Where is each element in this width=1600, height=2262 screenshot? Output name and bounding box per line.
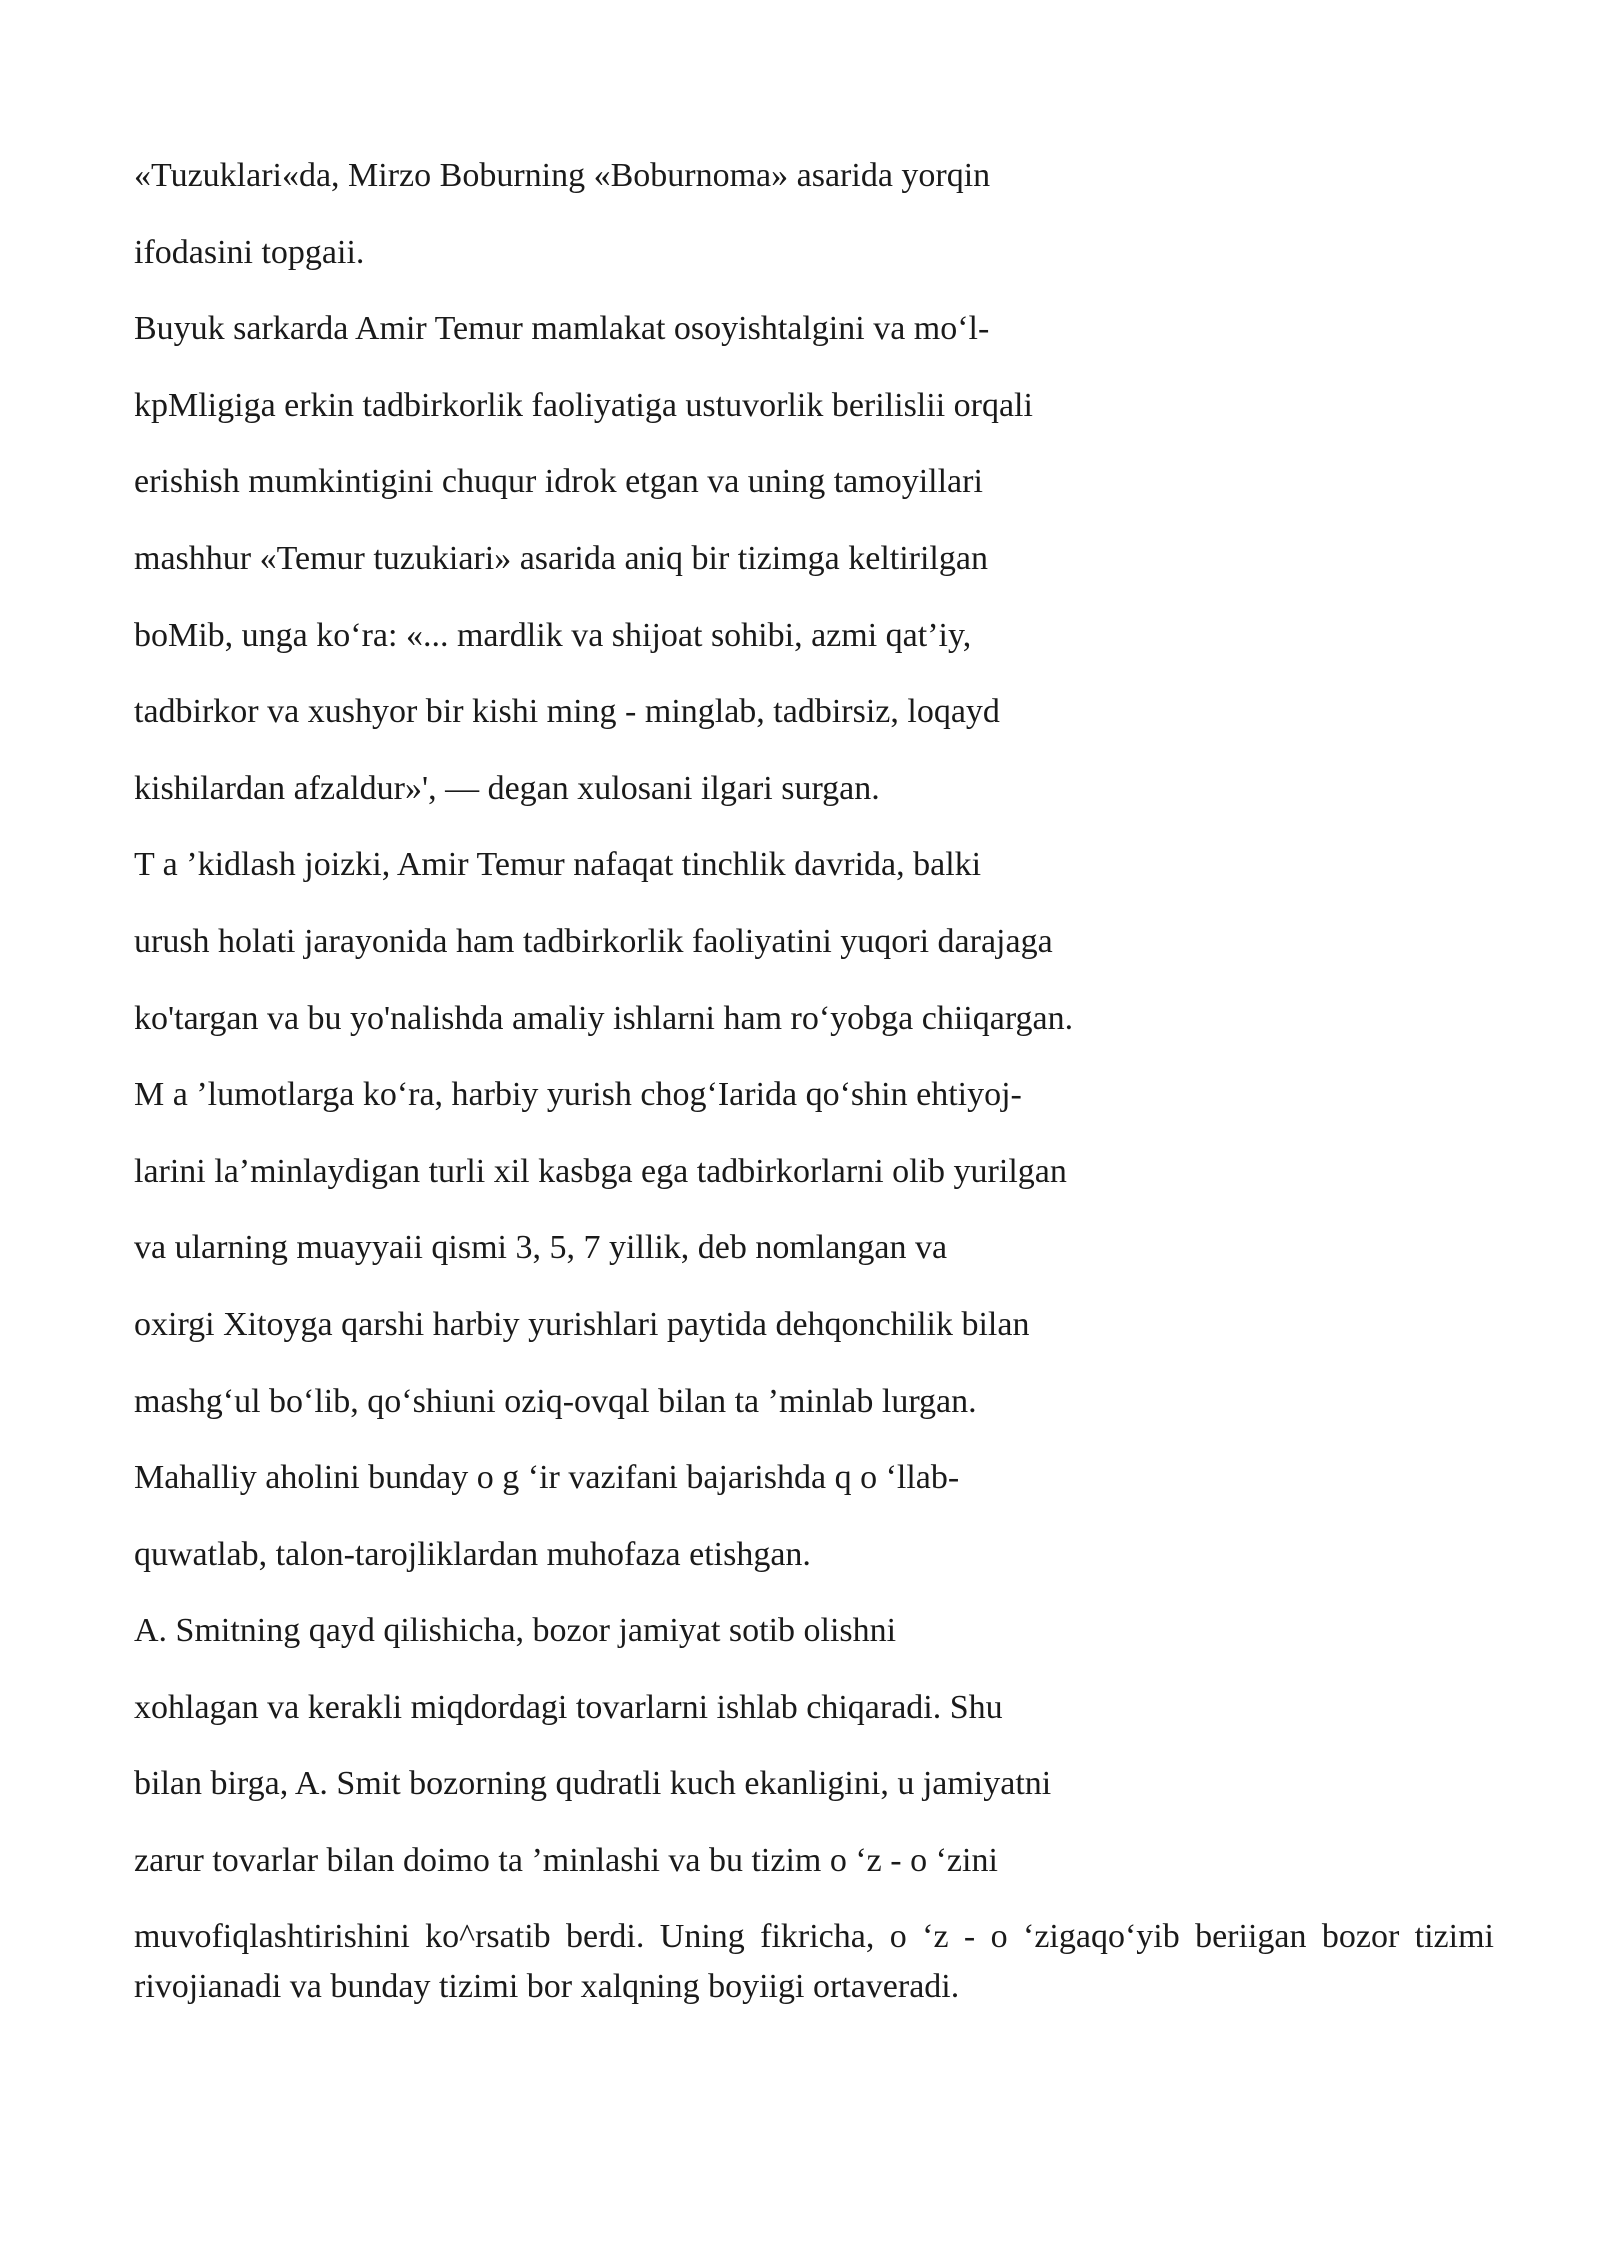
body-text xyxy=(134,150,1494,2012)
text-line: ifodasini topgaii. xyxy=(134,233,365,271)
text-line: zarur tovarlar bilan doimo ta ’minlashi va bu tizim o ‘z - o ‘zini xyxy=(134,1842,998,1880)
text-line: quwatlab, talon-tarojliklardan muhofaza etishgan. xyxy=(134,1535,811,1573)
text-line: larini la’minlaydigan turli xil kasbga ega tadbirkorlarni olib yurilgan xyxy=(134,1152,1067,1190)
text-line: kishilardan afzaldur»', — degan xulosani ilgari surgan. xyxy=(134,769,880,807)
closing-paragraph: muvofiqlashtirishini ko^rsatib berdi. Uning fikricha, o ‘z - o ‘zigaqo‘yib beriigan bozor tizimi rivojianadi va bunday tizimi bor xalqning boyiigi ortaveradi. xyxy=(134,1917,1494,2005)
text-line: mashhur «Temur tuzukiari» asarida aniq bir tizimga keltirilgan xyxy=(134,539,988,577)
text-line: T a ’kidlash joizki, Amir Temur nafaqat tinchlik davrida, balki xyxy=(134,846,982,884)
text-line: mashg‘ul bo‘lib, qo‘shiuni oziq-ovqal bilan ta ’minlab lurgan. xyxy=(134,1382,977,1420)
text-line: bilan birga, A. Smit bozorning qudratli kuch ekanligini, u jamiyatni xyxy=(134,1765,1052,1803)
text-line: M a ’lumotlarga ko‘ra, harbiy yurish chog‘Iarida qo‘shin ehtiyoj- xyxy=(134,1076,1022,1114)
text-line: A. Smitning qayd qilishicha, bozor jamiyat sotib olishni xyxy=(134,1612,897,1650)
text-line: Mahalliy aholini bunday o g ‘ir vazifani bajarishda q o ‘llab- xyxy=(134,1459,960,1497)
text-line: Buyuk sarkarda Amir Temur mamlakat osoyishtalgini va mo‘l- xyxy=(134,310,990,348)
text-line: kpMligiga erkin tadbirkorlik faoliyatiga ustuvorlik berilislii orqali xyxy=(134,386,1033,424)
text-line: «Tuzuklari«da, Mirzo Boburning «Boburnoma» asarida yorqin xyxy=(134,157,991,194)
text-line: urush holati jarayonida ham tadbirkorlik faoliyatini yuqori darajaga xyxy=(134,922,1053,960)
text-line: va ularning muayyaii qismi 3, 5, 7 yillik, deb nomlangan va xyxy=(134,1229,948,1267)
text-line: boMib, unga ko‘ra: «... mardlik va shijoat sohibi, azmi qat’iy, xyxy=(134,616,972,654)
text-line: erishish mumkintigini chuqur idrok etgan va uning tamoyillari xyxy=(134,463,983,501)
text-line: tadbirkor va xushyor bir kishi ming - minglab, tadbirsiz, loqayd xyxy=(134,693,1000,731)
text-line: xohlagan va kerakli miqdordagi tovarlarni ishlab chiqaradi. Shu xyxy=(134,1688,1003,1726)
text-line: ko'targan va bu yo'nalishda amaliy ishlarni ham ro‘yobga chiiqargan. xyxy=(134,999,1074,1037)
text-line: oxirgi Xitoyga qarshi harbiy yurishlari paytida dehqonchilik bilan xyxy=(134,1305,1030,1343)
